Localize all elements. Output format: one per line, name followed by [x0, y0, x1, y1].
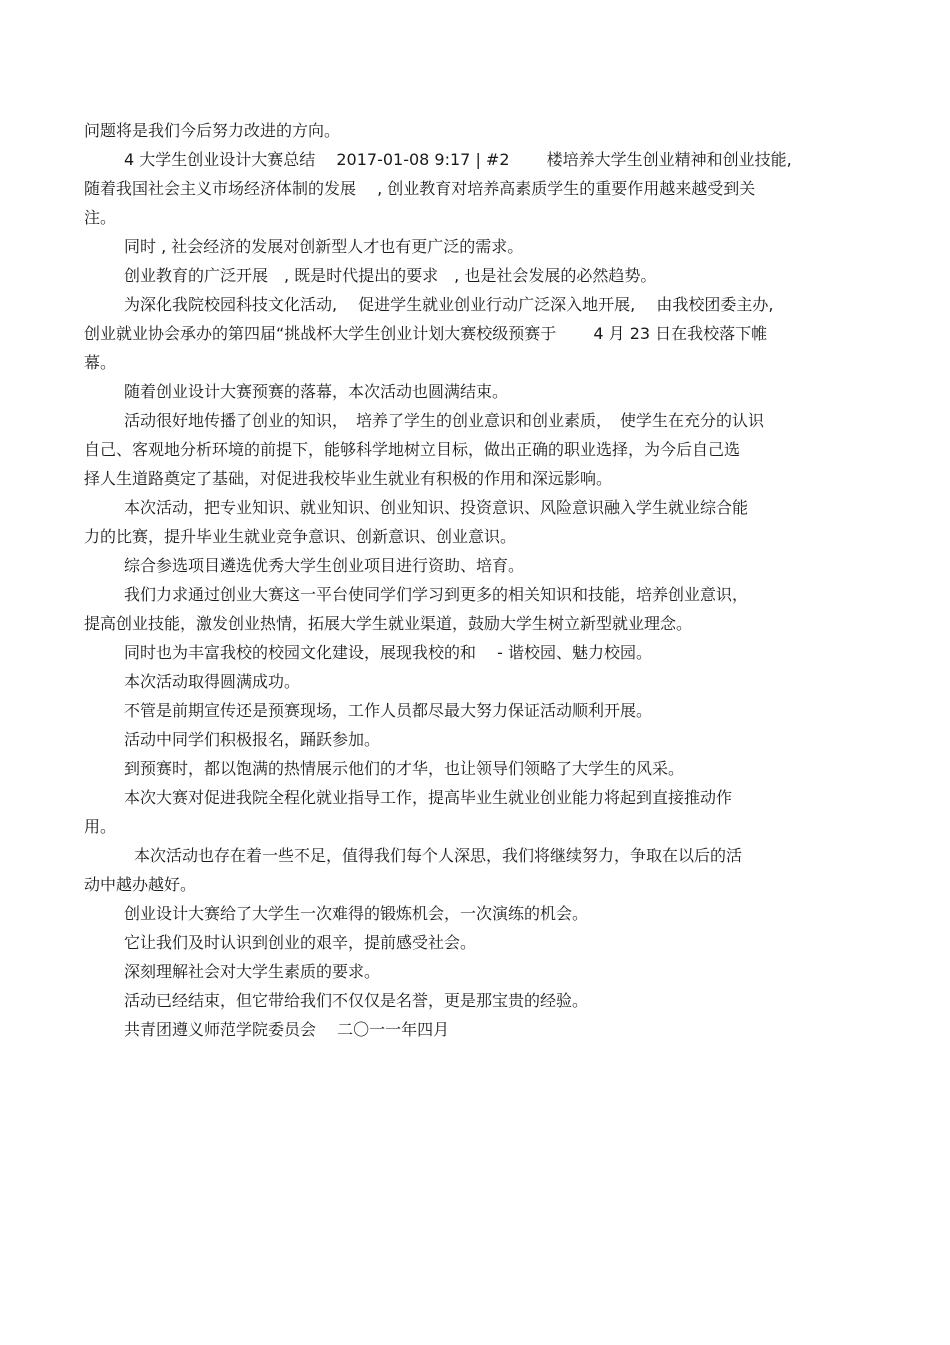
text-line: 择人生道路奠定了基础，对促进我校毕业生就业有积极的作用和深远影响。	[84, 469, 613, 488]
text-line: 自己、客观地分析环境的前提下，能够科学地树立目标，做出正确的职业选择，为今后自己选	[84, 440, 741, 459]
text-line: 本次活动取得圆满成功。	[124, 672, 301, 691]
text-line: 创业就业协会承办的第四届“挑战杯大学生创业计划大赛校级预赛于 4 月 23 日在我校落下帷	[84, 324, 768, 343]
text-line: 本次大赛对促进我院全程化就业指导工作，提高毕业生就业创业能力将起到直接推动作	[124, 788, 733, 807]
text-line: 创业教育的广泛开展 , 既是时代提出的要求 , 也是社会发展的必然趋势。	[124, 266, 657, 285]
document-body	[84, 116, 864, 1044]
signature-line: 共青团遵义师范学院委员会 二〇一一年四月	[124, 1020, 450, 1039]
text-line: 它让我们及时认识到创业的艰辛，提前感受社会。	[124, 933, 477, 952]
text-line: 用。	[84, 817, 117, 836]
text-line: 为深化我院校园科技文化活动, 促进学生就业创业行动广泛深入地开展, 由我校团委主办,	[124, 295, 774, 314]
text-line: 综合参选项目遴选优秀大学生创业项目进行资助、培育。	[124, 556, 525, 575]
text-line: 幕。	[84, 353, 117, 372]
text-line: 问题将是我们今后努力改进的方向。	[84, 121, 341, 140]
text-line: 提高创业技能，激发创业热情，拓展大学生就业渠道，鼓励大学生树立新型就业理念。	[84, 614, 693, 633]
summary-heading-line: 4 大学生创业设计大赛总结 2017-01-08 9:17 | #2 楼培养大学生创业精神和创业技能,	[124, 150, 792, 169]
text-line: 活动很好地传播了创业的知识， 培养了学生的创业意识和创业素质， 使学生在充分的认识	[124, 411, 765, 430]
text-line: 我们力求通过创业大赛这一平台使同学们学习到更多的相关知识和技能，培养创业意识，	[124, 585, 749, 604]
text-line: 注。	[84, 208, 117, 227]
text-line: 同时也为丰富我校的校园文化建设，展现我校的和 - 谐校园、魅力校园。	[124, 643, 652, 662]
text-line: 力的比赛，提升毕业生就业竞争意识、创新意识、创业意识。	[84, 527, 517, 546]
text-line: 本次活动也存在着一些不足，值得我们每个人深思，我们将继续努力，争取在以后的活	[134, 846, 743, 865]
text-line: 动中越办越好。	[84, 875, 197, 894]
text-line: 随着我国社会主义市场经济体制的发展 , 创业教育对培养高素质学生的重要作用越来越受到关	[84, 179, 756, 198]
text-line: 活动已经结束，但它带给我们不仅仅是名誉，更是那宝贵的经验。	[124, 991, 589, 1010]
text-line: 本次活动，把专业知识、就业知识、创业知识、投资意识、风险意识融入学生就业综合能	[124, 498, 749, 517]
text-line: 同时 , 社会经济的发展对创新型人才也有更广泛的需求。	[124, 237, 524, 256]
text-line: 深刻理解社会对大学生素质的要求。	[124, 962, 381, 981]
text-line: 到预赛时，都以饱满的热情展示他们的才华，也让领导们领略了大学生的风采。	[124, 759, 685, 778]
text-line: 活动中同学们积极报名，踊跃参加。	[124, 730, 381, 749]
text-line: 随着创业设计大赛预赛的落幕，本次活动也圆满结束。	[124, 382, 509, 401]
text-line: 不管是前期宣传还是预赛现场，工作人员都尽最大努力保证活动顺利开展。	[124, 701, 653, 720]
text-line: 创业设计大赛给了大学生一次难得的锻炼机会，一次演练的机会。	[124, 904, 589, 923]
